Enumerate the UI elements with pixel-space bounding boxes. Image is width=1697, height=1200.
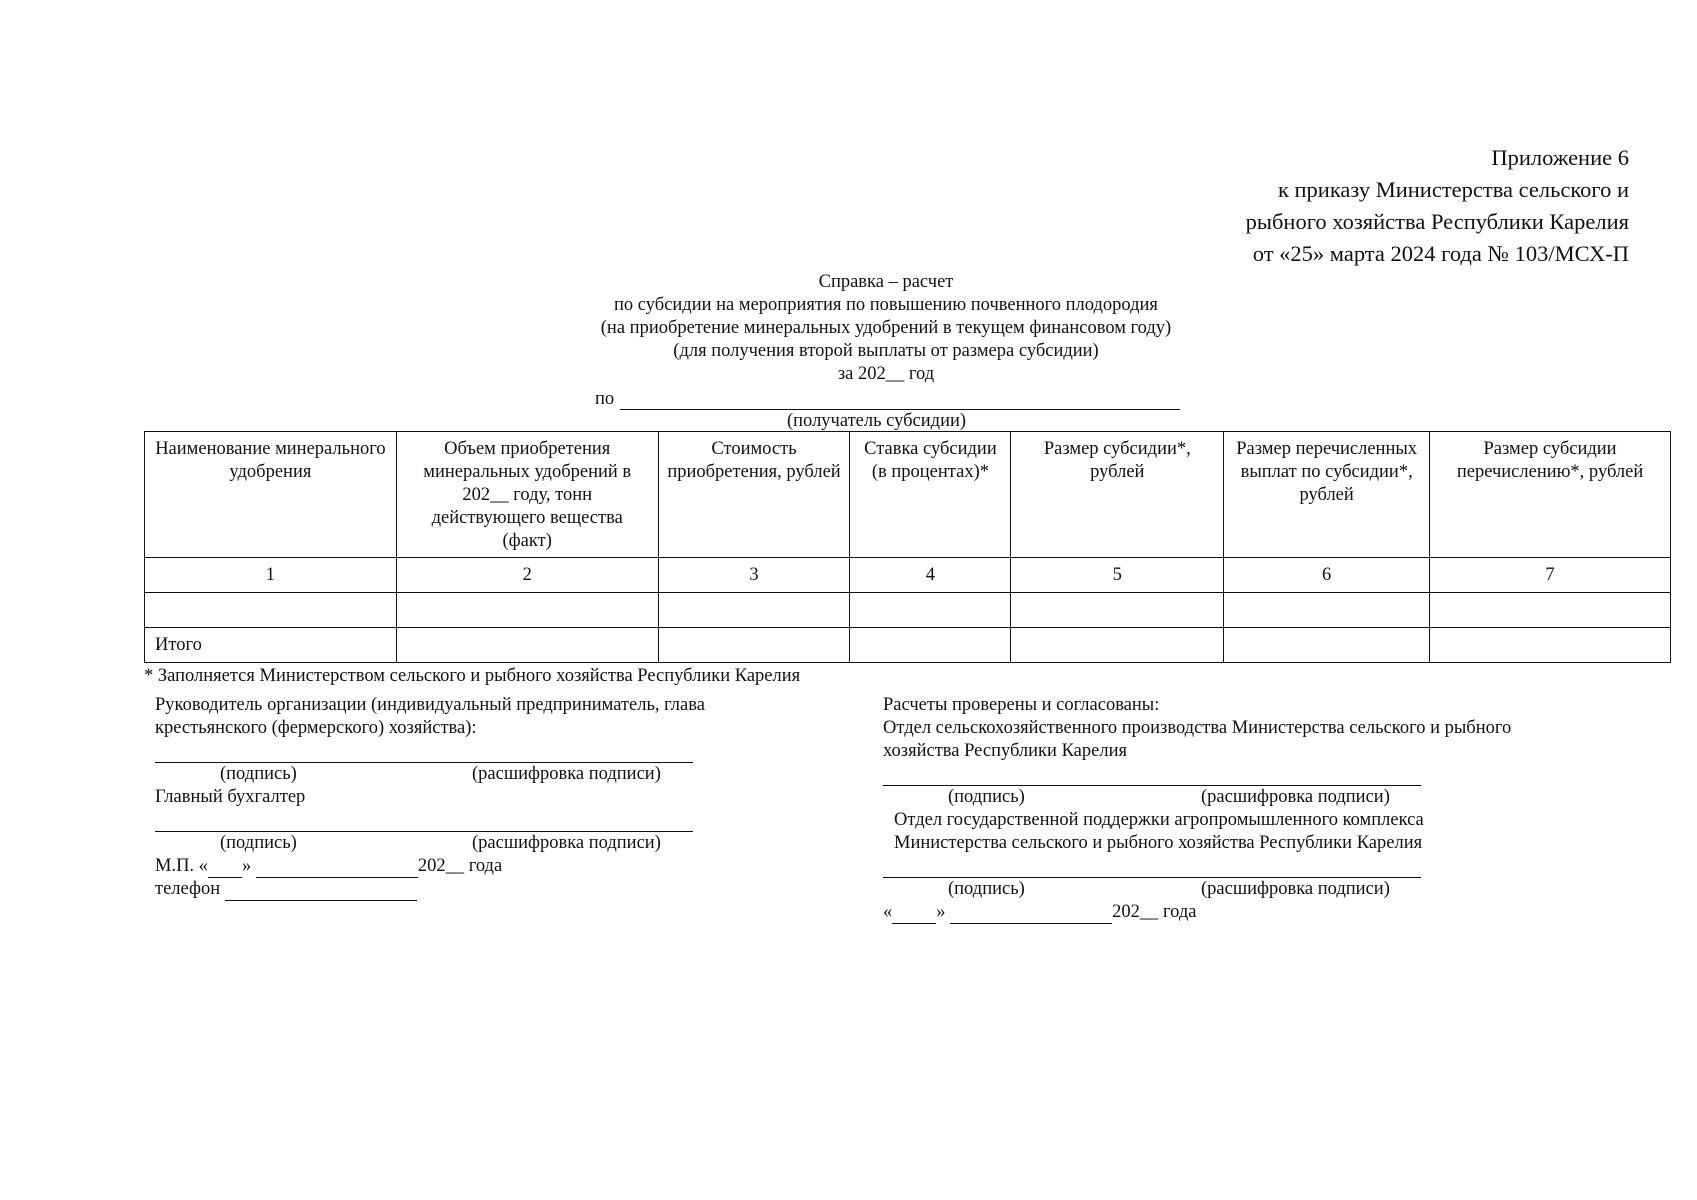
header-cost: Стоимость приобретения, рублей <box>658 432 850 558</box>
appendix-order-line: к приказу Министерства сельского и <box>1277 177 1629 202</box>
header-rate: Ставка субсидии (в процентах)* <box>850 432 1011 558</box>
phone-field[interactable] <box>225 883 417 901</box>
appendix-date-number: от «25» марта 2024 года № 103/МСХ-П <box>1252 241 1629 266</box>
title-line-1: Справка – расчет <box>818 272 954 292</box>
date-mid: » <box>936 902 946 922</box>
table-cell[interactable] <box>396 593 658 628</box>
recipient-caption: (получатель субсидии) <box>787 411 967 431</box>
header-subsidy-amount: Размер субсидии*, рублей <box>1011 432 1224 558</box>
header-fertilizer-name: Наименование минерального удобрения <box>145 432 397 558</box>
dept1-line-1: Отдел сельскохозяйственного производства Министерства сельского и рыбного <box>883 718 1512 738</box>
signature-caption: (подпись) <box>948 879 1025 899</box>
date-prefix: « <box>883 902 893 922</box>
head-signature-line[interactable] <box>155 740 693 763</box>
recipient-row <box>595 388 1180 410</box>
table-cell[interactable] <box>145 593 397 628</box>
table-header-row <box>145 432 1671 558</box>
decode-caption: (расшифровка подписи) <box>472 833 661 853</box>
dept2-line-2: Министерства сельского и рыбного хозяйства Республики Карелия <box>894 833 1423 853</box>
table-number-row <box>145 558 1671 593</box>
date-suffix: 202__ года <box>1112 902 1197 922</box>
decode-caption: (расшифровка подписи) <box>1201 879 1390 899</box>
title-line-3: (на приобретение минеральных удобрений в текущем финансовом году) <box>600 318 1172 338</box>
dept1-signature-line[interactable] <box>883 763 1421 786</box>
table-row <box>145 593 1671 628</box>
phone-label: телефон <box>155 879 221 899</box>
col-number: 4 <box>850 558 1011 593</box>
phone-line <box>155 878 715 901</box>
signature-caption: (подпись) <box>948 787 1025 807</box>
month-field[interactable] <box>256 860 418 878</box>
table-cell[interactable] <box>658 593 850 628</box>
header-volume: Объем приобретения минеральных удобрений в 202__ году, тонн действующего вещества (факт) <box>396 432 658 558</box>
total-label: Итого <box>145 628 397 663</box>
title-line-5: за 202__ год <box>837 364 935 384</box>
month-field[interactable] <box>950 906 1112 924</box>
recipient-prefix: по <box>595 389 615 409</box>
seal-prefix: М.П. « <box>155 856 208 876</box>
table-cell[interactable] <box>850 593 1011 628</box>
table-cell[interactable] <box>1430 593 1671 628</box>
col-number: 6 <box>1224 558 1430 593</box>
document-title <box>0 271 1697 386</box>
dept2-signature-line[interactable] <box>883 855 1421 878</box>
seal-suffix: 202__ года <box>417 856 503 876</box>
recipient-field[interactable] <box>620 391 1180 410</box>
title-line-2: по субсидии на мероприятия по повышению почвенного плодородия <box>614 295 1158 315</box>
decode-caption: (расшифровка подписи) <box>472 764 661 784</box>
table-cell[interactable] <box>1430 628 1671 663</box>
head-label-line-1: Руководитель организации (индивидуальный предприниматель, глава <box>155 695 705 715</box>
signature-caption: (подпись) <box>220 764 297 784</box>
subsidy-table <box>144 431 1671 663</box>
header-transfer-amount: Размер субсидии перечислению*, рублей <box>1430 432 1671 558</box>
dept2-line-1: Отдел государственной поддержки агропромышленного комплекса <box>894 810 1424 830</box>
right-approval-block <box>883 694 1643 924</box>
decode-caption: (расшифровка подписи) <box>1201 787 1390 807</box>
seal-mid: » <box>241 856 252 876</box>
table-cell[interactable] <box>1011 628 1224 663</box>
footnote: * Заполняется Министерством сельского и рыбного хозяйства Республики Карелия <box>144 666 801 686</box>
table-cell[interactable] <box>850 628 1011 663</box>
head-label-line-2: крестьянского (фермерского) хозяйства): <box>155 718 477 738</box>
dept1-line-2: хозяйства Республики Карелия <box>883 741 1127 761</box>
signature-caption: (подпись) <box>220 833 297 853</box>
col-number: 3 <box>658 558 850 593</box>
col-number: 2 <box>396 558 658 593</box>
header-paid-amount: Размер перечисленных выплат по субсидии*, рублей <box>1224 432 1430 558</box>
col-number: 5 <box>1011 558 1224 593</box>
table-cell[interactable] <box>658 628 850 663</box>
title-line-4: (для получения второй выплаты от размера субсидии) <box>673 341 1099 361</box>
table-cell[interactable] <box>396 628 658 663</box>
left-signature-block <box>155 694 715 901</box>
col-number: 1 <box>145 558 397 593</box>
checked-label: Расчеты проверены и согласованы: <box>883 695 1160 715</box>
appendix-title: Приложение 6 <box>1491 145 1629 170</box>
table-cell[interactable] <box>1011 593 1224 628</box>
appendix-header <box>1246 142 1629 270</box>
day-field[interactable] <box>208 860 242 878</box>
seal-date-line <box>155 855 715 878</box>
approval-date-line <box>883 901 1643 924</box>
accountant-signature-line[interactable] <box>155 809 693 832</box>
table-cell[interactable] <box>1224 628 1430 663</box>
appendix-ministry-line: рыбного хозяйства Республики Карелия <box>1245 209 1629 234</box>
day-field[interactable] <box>892 906 936 924</box>
table-total-row <box>145 628 1671 663</box>
col-number: 7 <box>1430 558 1671 593</box>
accountant-label: Главный бухгалтер <box>155 787 306 807</box>
table-cell[interactable] <box>1224 593 1430 628</box>
